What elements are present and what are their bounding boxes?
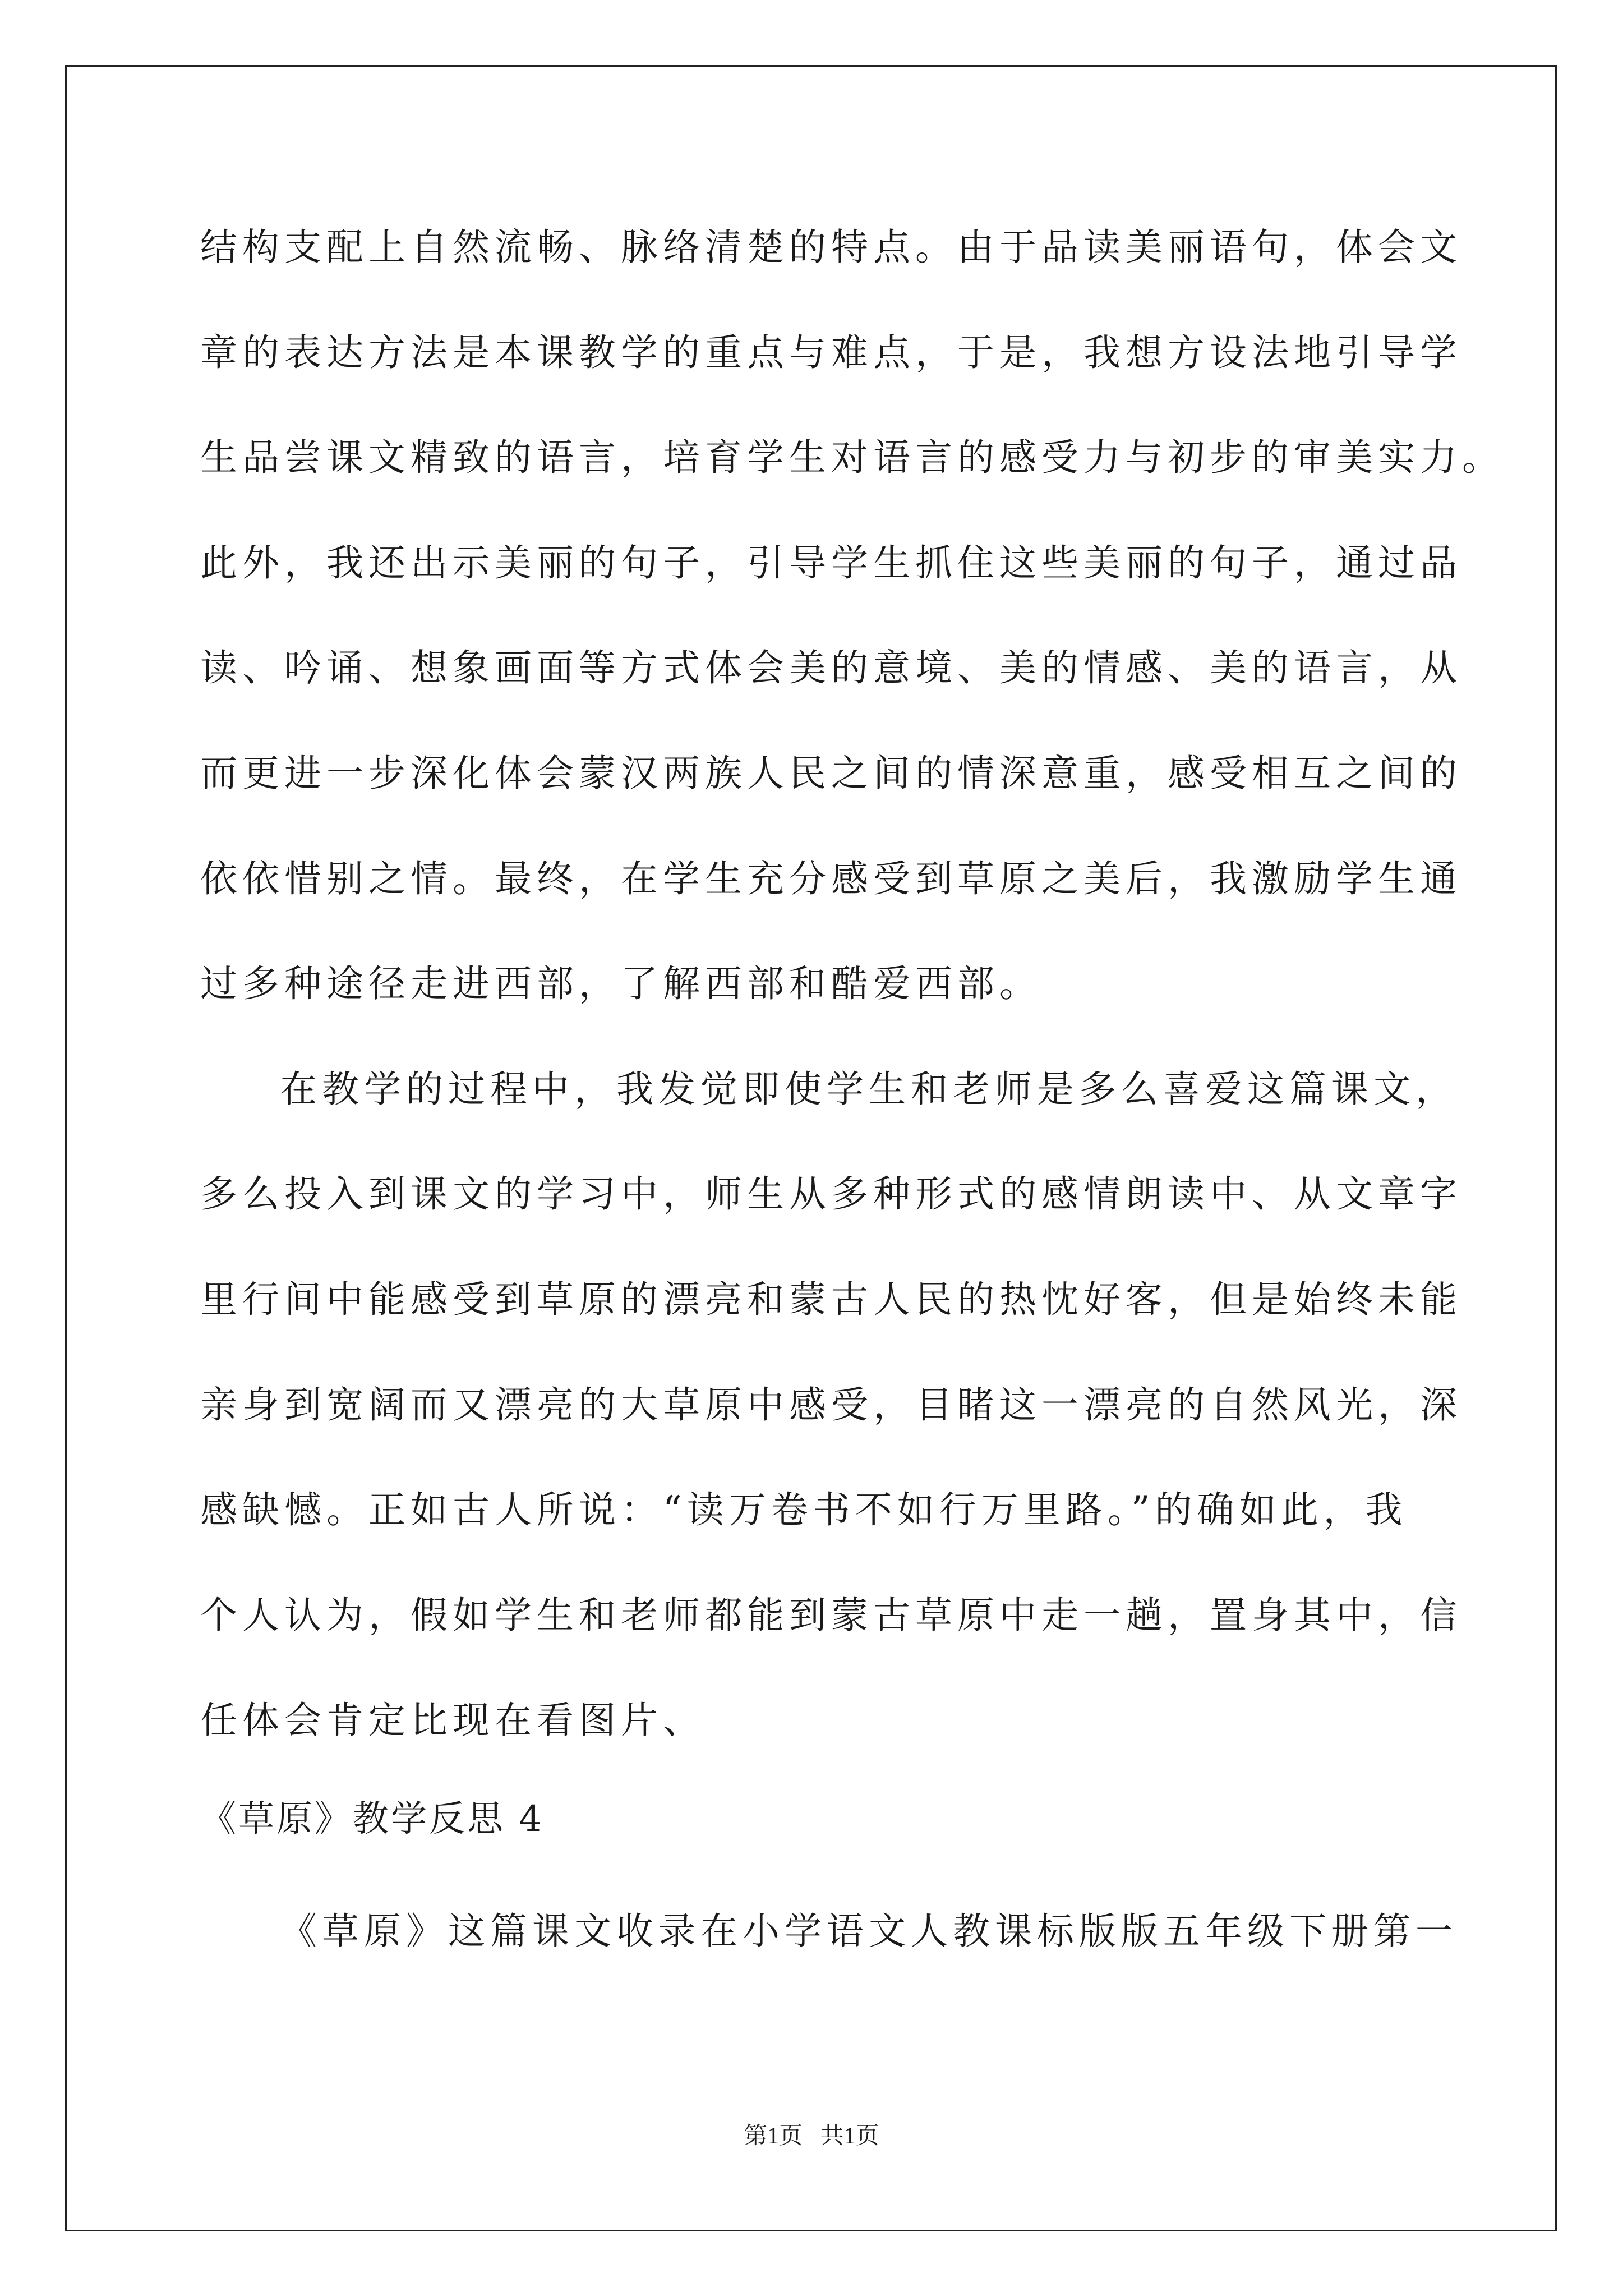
paragraph-line: 读、吟诵、想象画面等方式体会美的意境、美的情感、美的语言，从 bbox=[200, 646, 1462, 689]
paragraph-line: 《草原》这篇课文收录在小学语文人教课标版版五年级下册第一 bbox=[280, 1910, 1458, 1953]
paragraph-line: 生品尝课文精致的语言，培育学生对语言的感受力与初步的审美实力。 bbox=[200, 436, 1504, 479]
section-heading: 《草原》教学反思 4 bbox=[200, 1798, 545, 1840]
page-border bbox=[65, 65, 1557, 2231]
paragraph-line: 而更进一步深化体会蒙汉两族人民之间的情深意重，感受相互之间的 bbox=[200, 752, 1462, 795]
paragraph-line: 此外，我还出示美丽的句子，引导学生抓住这些美丽的句子，通过品 bbox=[200, 541, 1462, 585]
paragraph-line: 结构支配上自然流畅、脉络清楚的特点。由于品读美丽语句，体会文 bbox=[200, 226, 1462, 269]
page-footer: 第1页 共1页 bbox=[744, 2123, 879, 2149]
paragraph-line: 里行间中能感受到草原的漂亮和蒙古人民的热忱好客，但是始终未能 bbox=[200, 1278, 1462, 1321]
paragraph-line: 章的表达方法是本课教学的重点与难点，于是，我想方设法地引导学 bbox=[200, 331, 1462, 374]
paragraph-line: 感缺憾。正如古人所说：“读万卷书不如行万里路。”的确如此，我 bbox=[200, 1488, 1408, 1531]
paragraph-line: 依依惜别之情。最终，在学生充分感受到草原之美后，我激励学生通 bbox=[200, 857, 1462, 900]
paragraph-line: 任体会肯定比现在看图片、 bbox=[200, 1699, 705, 1742]
paragraph-line: 亲身到宽阔而又漂亮的大草原中感受，目睹这一漂亮的自然风光，深 bbox=[200, 1383, 1462, 1427]
paragraph-line: 过多种途径走进西部，了解西部和酷爱西部。 bbox=[200, 962, 1041, 1005]
paragraph-line: 多么投入到课文的学习中，师生从多种形式的感情朗读中、从文章字 bbox=[200, 1172, 1462, 1216]
paragraph-line: 在教学的过程中，我发觉即使学生和老师是多么喜爱这篇课文， bbox=[280, 1068, 1458, 1111]
paragraph-line: 个人认为，假如学生和老师都能到蒙古草原中走一趟，置身其中，信 bbox=[200, 1594, 1462, 1637]
